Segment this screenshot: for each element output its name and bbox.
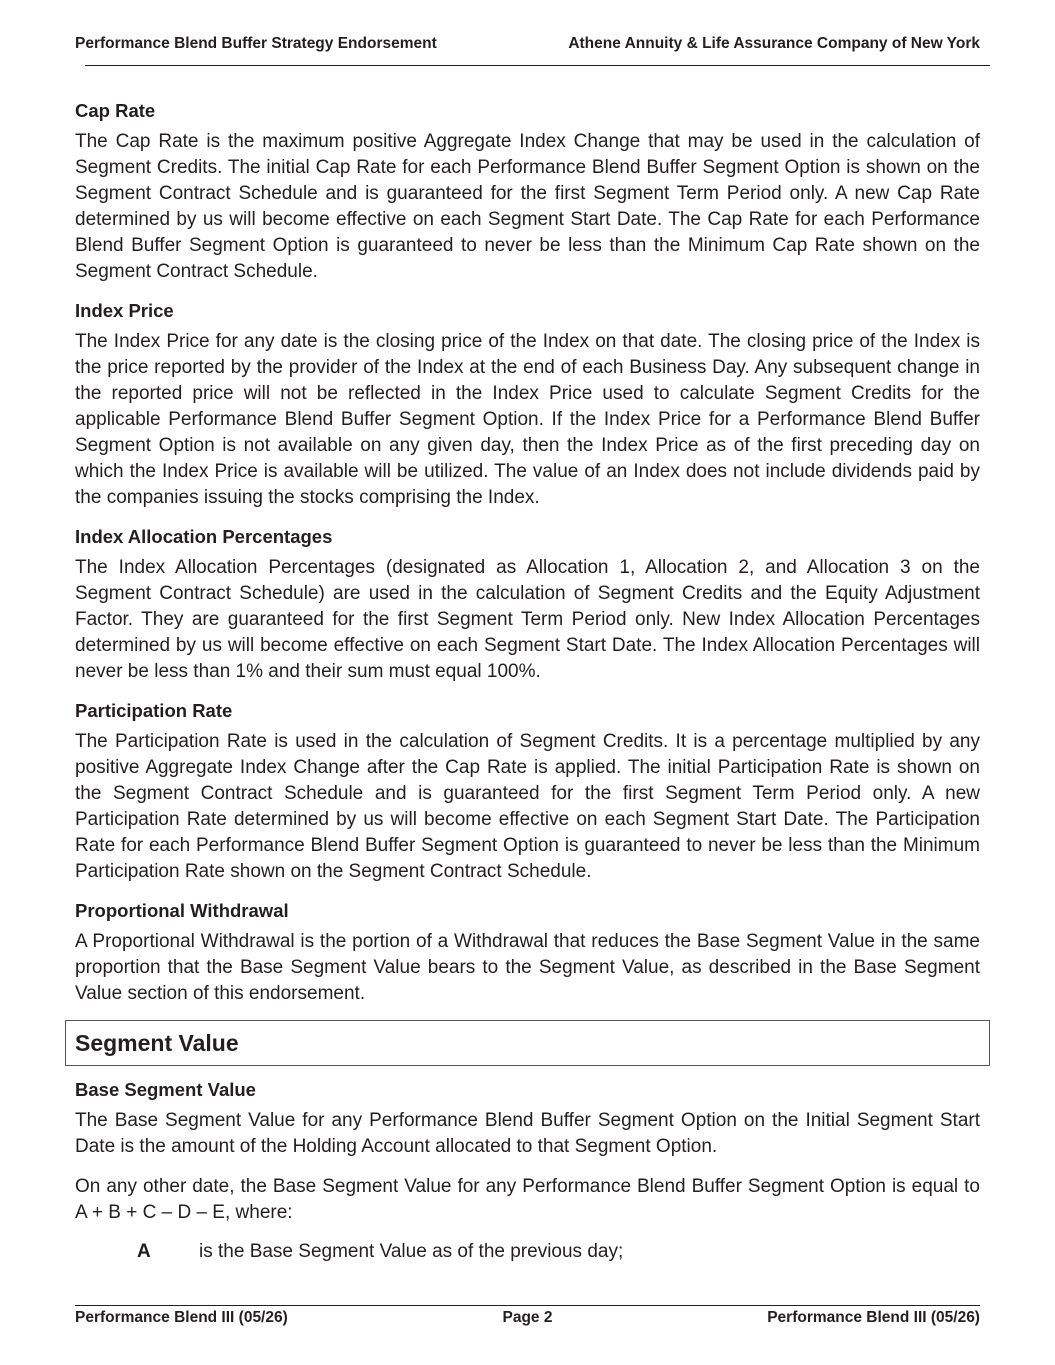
header-divider xyxy=(85,65,990,66)
formula-term-text: is the Base Segment Value as of the previous day; xyxy=(199,1241,624,1262)
page-header xyxy=(75,35,980,53)
page-content xyxy=(75,98,980,1265)
section-text: The Cap Rate is the maximum positive Aggregate Index Change that may be used in the calculation of Segment Credits. The initial Cap Rate for each Performance Blend Buffer Segment Option is shown on the Segment Contract Schedule and is guaranteed for the first Segment Term Period only. A new Cap Rate determined by us will become effective on each Segment Start Date. The Cap Rate for each Performance Blend Buffer Segment Option is guaranteed to never be less than the Minimum Cap Rate shown on the Segment Contract Schedule. xyxy=(75,131,980,282)
section-text: A Proportional Withdrawal is the portion of a Withdrawal that reduces the Base Segment Value in the same proportion that the Base Segment Value bears to the Segment Value, as described in the Base Segment Value section of this endorsement. xyxy=(75,931,980,1004)
footer-divider xyxy=(75,1305,980,1306)
section-heading: Index Price xyxy=(75,300,174,321)
formula-term-label: A xyxy=(137,1241,151,1262)
section-heading: Cap Rate xyxy=(75,100,156,121)
section-heading: Participation Rate xyxy=(75,700,233,721)
header-title: Performance Blend Buffer Strategy Endorsement xyxy=(75,35,437,52)
section-heading: Proportional Withdrawal xyxy=(75,900,289,921)
segment-value-title: Segment Value xyxy=(75,1029,239,1056)
formula-term xyxy=(75,1239,980,1265)
section-heading: Index Allocation Percentages xyxy=(75,526,333,547)
section-text: The Index Allocation Percentages (designated as Allocation 1, Allocation 2, and Allocation 3 on the Segment Contract Schedule) are used in the calculation of Segment Credits and the Equity Adjustment Factor. They are guaranteed for the first Segment Term Period only. New Index Allocation Percentages determined by us will become effective on each Segment Start Date. The Index Allocation Percentages will never be less than 1% and their sum must equal 100%. xyxy=(75,557,980,682)
base-segment-value-text: The Base Segment Value for any Performance Blend Buffer Segment Option on the Initial Segment Start Date is the amount of the Holding Account allocated to that Segment Option. xyxy=(75,1110,980,1157)
page-footer xyxy=(75,1309,980,1327)
segment-value-title-box xyxy=(65,1020,990,1066)
footer-form-left: Performance Blend III (05/26) xyxy=(75,1309,288,1326)
section-text: The Participation Rate is used in the calculation of Segment Credits. It is a percentage multiplied by any positive Aggregate Index Change after the Cap Rate is applied. The initial Participation Rate is shown on the Segment Contract Schedule and is guaranteed for the first Segment Term Period only. A new Participation Rate determined by us will become effective on each Segment Start Date. The Participation Rate for each Performance Blend Buffer Segment Option is guaranteed to never be less than the Minimum Participation Rate shown on the Segment Contract Schedule. xyxy=(75,731,980,882)
page-number: Page 2 xyxy=(502,1309,553,1326)
base-segment-value-formula: On any other date, the Base Segment Value for any Performance Blend Buffer Segment Option is equal to A + B + C – D – E, where: xyxy=(75,1176,980,1223)
section-text: The Index Price for any date is the closing price of the Index on that date. The closing price of the Index is the price reported by the provider of the Index at the end of each Business Day. Any subsequent change in the reported price will not be reflected in the Index Price used to calculate Segment Credits for the applicable Performance Blend Buffer Segment Option. If the Index Price for a Performance Blend Buffer Segment Option is not available on any given day, then the Index Price as of the first preceding day on which the Index Price is available will be utilized. The value of an Index does not include dividends paid by the companies issuing the stocks comprising the Index. xyxy=(75,331,980,508)
header-company: Athene Annuity & Life Assurance Company of New York xyxy=(568,35,980,52)
base-segment-value-heading: Base Segment Value xyxy=(75,1079,256,1100)
footer-form-right: Performance Blend III (05/26) xyxy=(767,1309,980,1326)
